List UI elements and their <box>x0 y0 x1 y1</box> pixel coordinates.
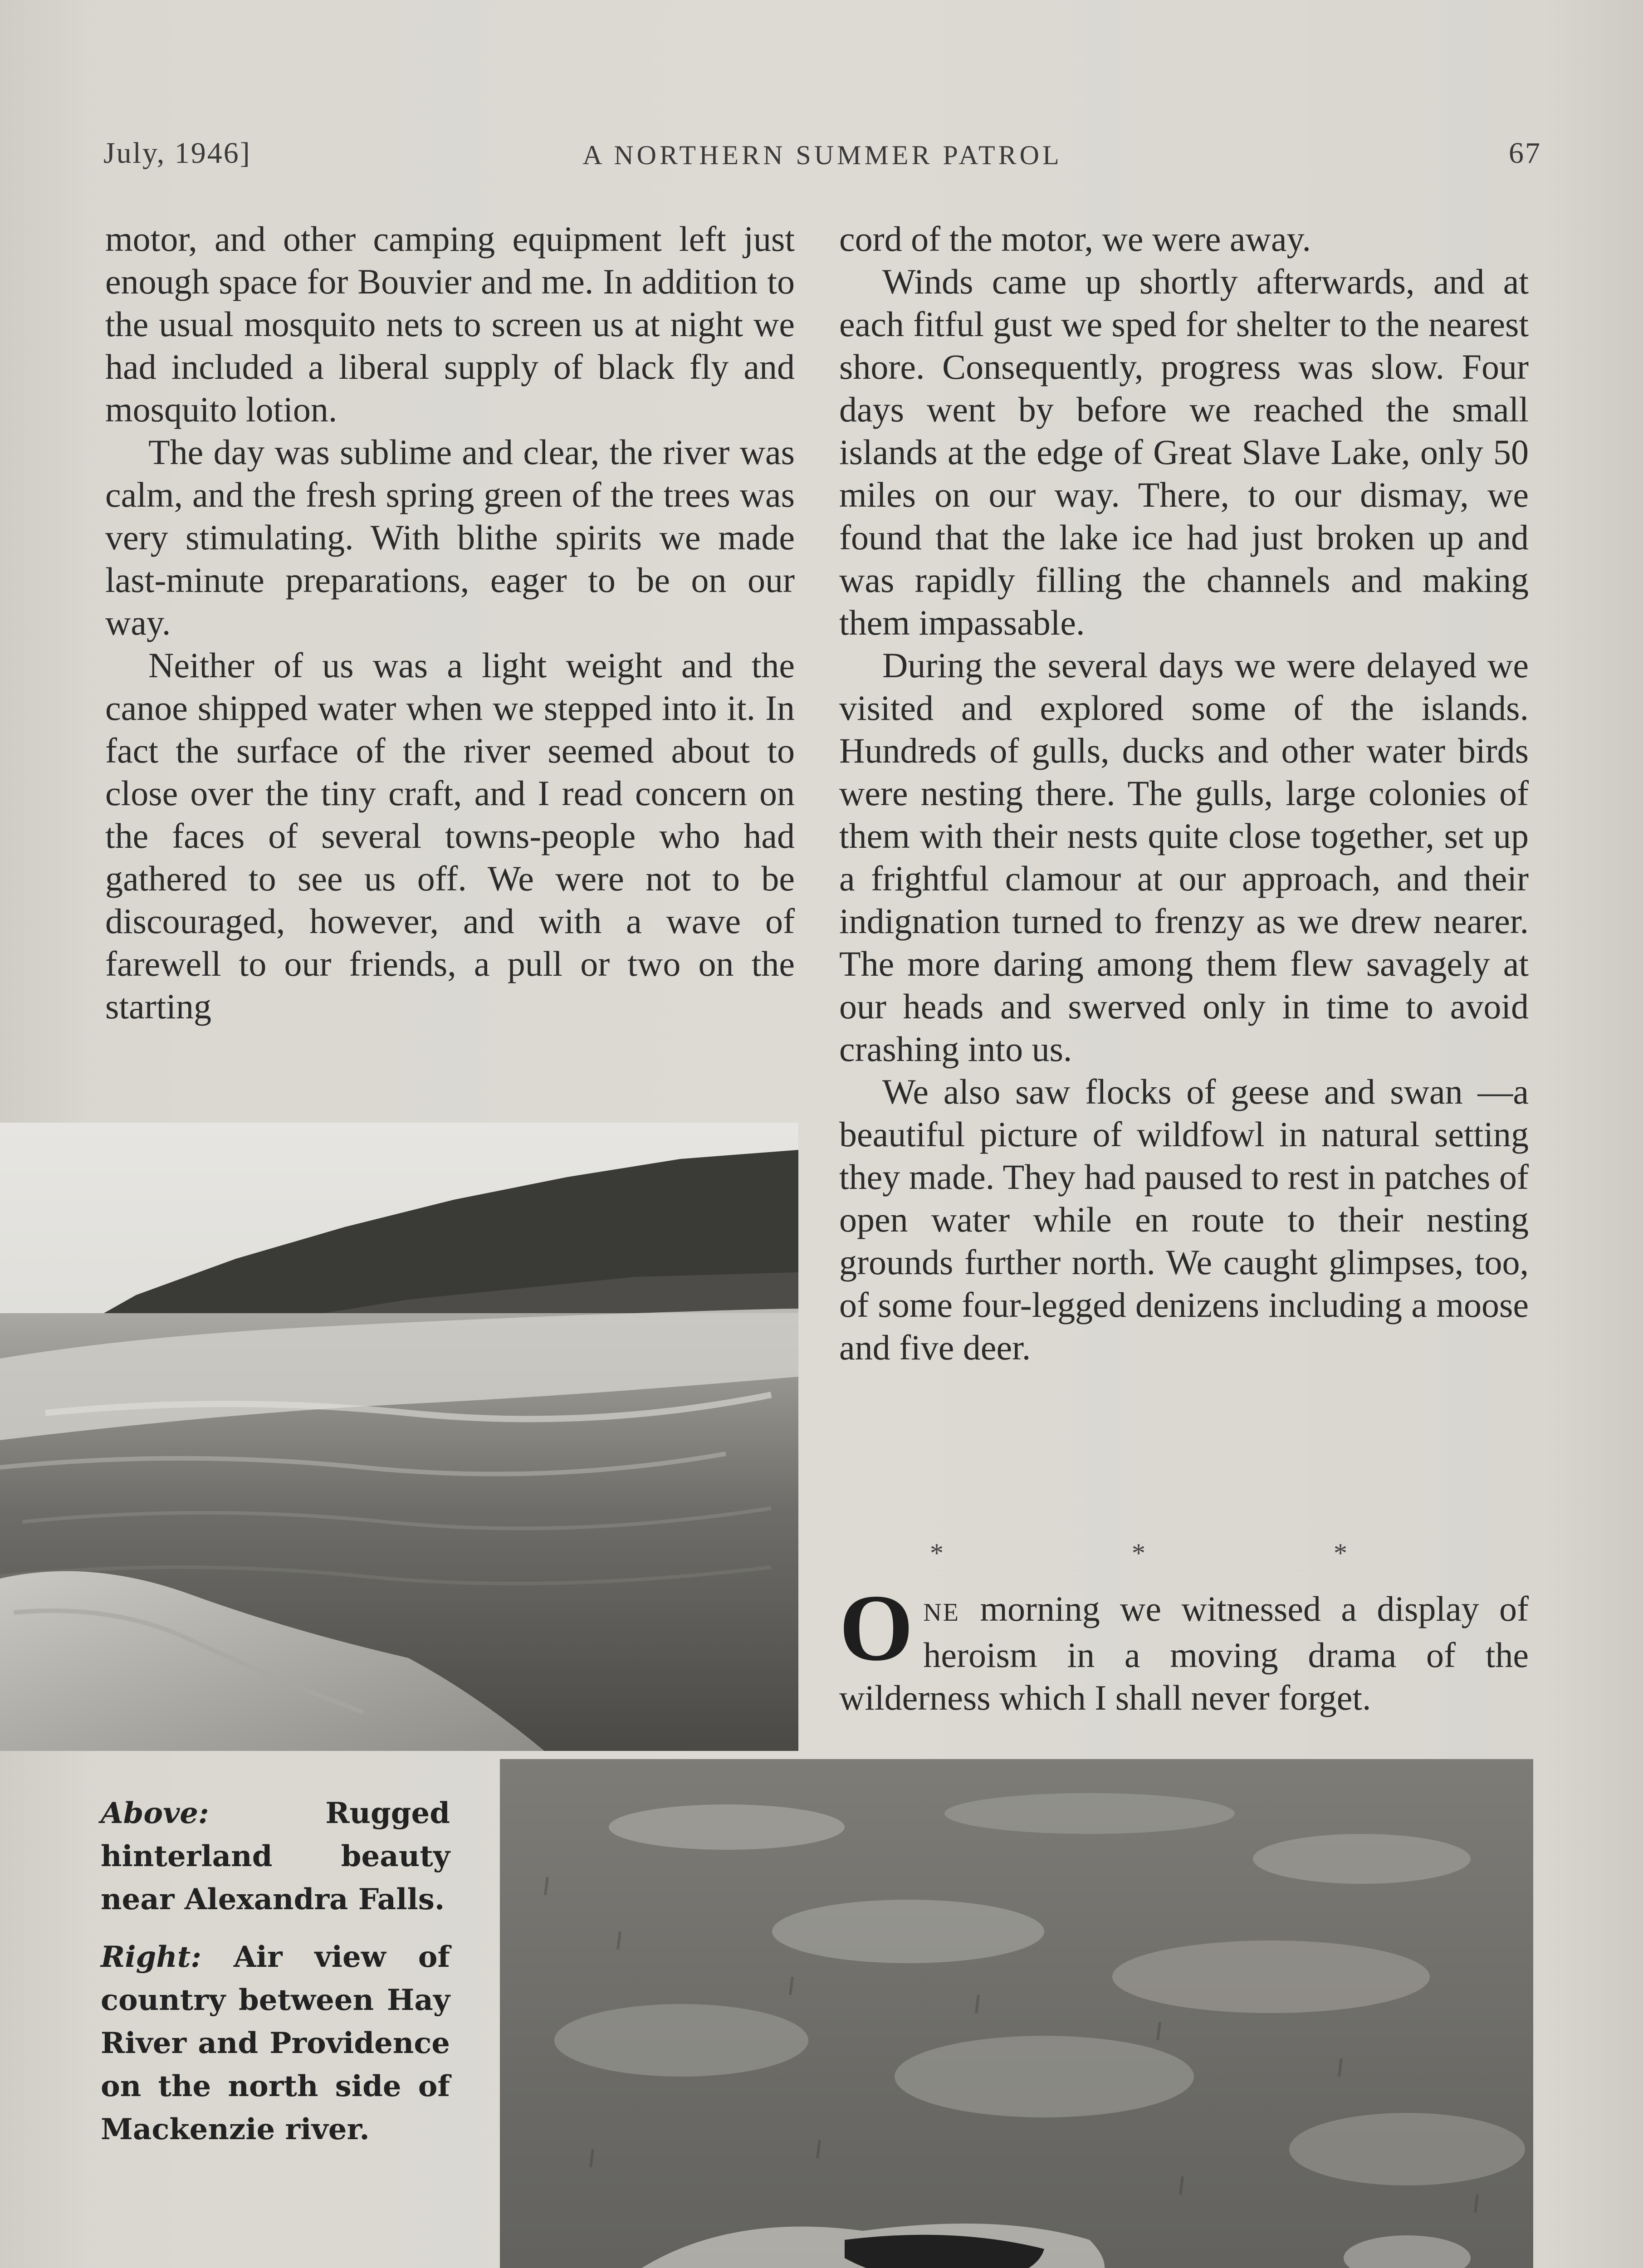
photo-alexandra-falls <box>0 1123 798 1751</box>
page-number: 67 <box>1509 137 1541 170</box>
dropcap-text: morning we witnessed a display of heroism in a moving drama of the wilderness which I shall never forget. <box>839 1589 1529 1717</box>
dropcap-paragraph <box>839 1575 1529 1719</box>
running-header <box>103 136 1541 186</box>
caption-above-label: Above: <box>101 1796 209 1830</box>
rapids-forest-image <box>0 1123 798 1751</box>
caption-above-text: Rugged hinterland beauty near Alexandra Falls. <box>101 1796 450 1916</box>
photo-captions <box>101 1792 450 2165</box>
header-title: A NORTHERN SUMMER PATROL <box>582 140 1062 170</box>
caption-right-text: Air view of country between Hay River and Providence on the north side of Mackenzie river. <box>101 1940 450 2146</box>
photo-aerial-view <box>500 1759 1533 2268</box>
drop-cap: O <box>839 1575 914 1681</box>
paragraph: Neither of us was a light weight and the canoe shipped water when we stepped into it. In fact the surface of the river seemed about to close over the tiny craft, and I read concern on the faces of several towns-people who had gathered to see us off. We were not to be discouraged, however, and with a wave of farewell to our friends, a pull or two on the starting <box>105 645 795 1026</box>
right-column <box>839 218 1529 1369</box>
aerial-country-image <box>500 1759 1533 2268</box>
paragraph: We also saw flocks of geese and swan —a beautiful picture of wildfowl in natural setting they made. They had paused to rest in patches of open water while en route to their nesting grounds further north. We caught glimpses, too, of some four-legged denizens including a moose and five deer. <box>839 1072 1529 1367</box>
small-caps-word: NE <box>923 1598 960 1627</box>
left-column <box>105 218 795 1028</box>
paragraph: cord of the motor, we were away. <box>839 219 1311 259</box>
caption-above <box>101 1792 450 1921</box>
paragraph: Winds came up shortly afterwards, and at each fitful gust we sped for shelter to the nearest shore. Consequently, progress was slow. Four days went by before we reached the small islands at the edge of Great Slave Lake, only 50 miles on our way. There, to our dismay, we found that the lake ice had just broken up and was rapidly filling the channels and making them impassable. <box>839 262 1529 642</box>
paragraph: motor, and other camping equipment left just enough space for Bouvier and me. In addition to the usual mosquito nets to screen us at night we had included a liberal supply of black fly and mosquito lotion. <box>105 219 795 429</box>
paragraph: During the several days we were delayed we visited and explored some of the islands. Hundreds of gulls, ducks and other water birds were nesting there. The gulls, large colonies of them with their nests quite close together, set up a frightful clamour at our approach, and their indignation turned to frenzy as we drew nearer. The more daring among them flew savagely at our heads and swerved only in time to avoid crashing into us. <box>839 645 1529 1069</box>
caption-right-label: Right: <box>101 1940 201 1974</box>
caption-right <box>101 1936 450 2151</box>
paragraph: The day was sublime and clear, the river was calm, and the fresh spring green of the trees was very stimulating. With blithe spirits we made last-minute preparations, eager to be on our way. <box>105 432 795 642</box>
header-date: July, 1946] <box>103 137 251 170</box>
section-separator: * * * <box>930 1538 1438 1568</box>
